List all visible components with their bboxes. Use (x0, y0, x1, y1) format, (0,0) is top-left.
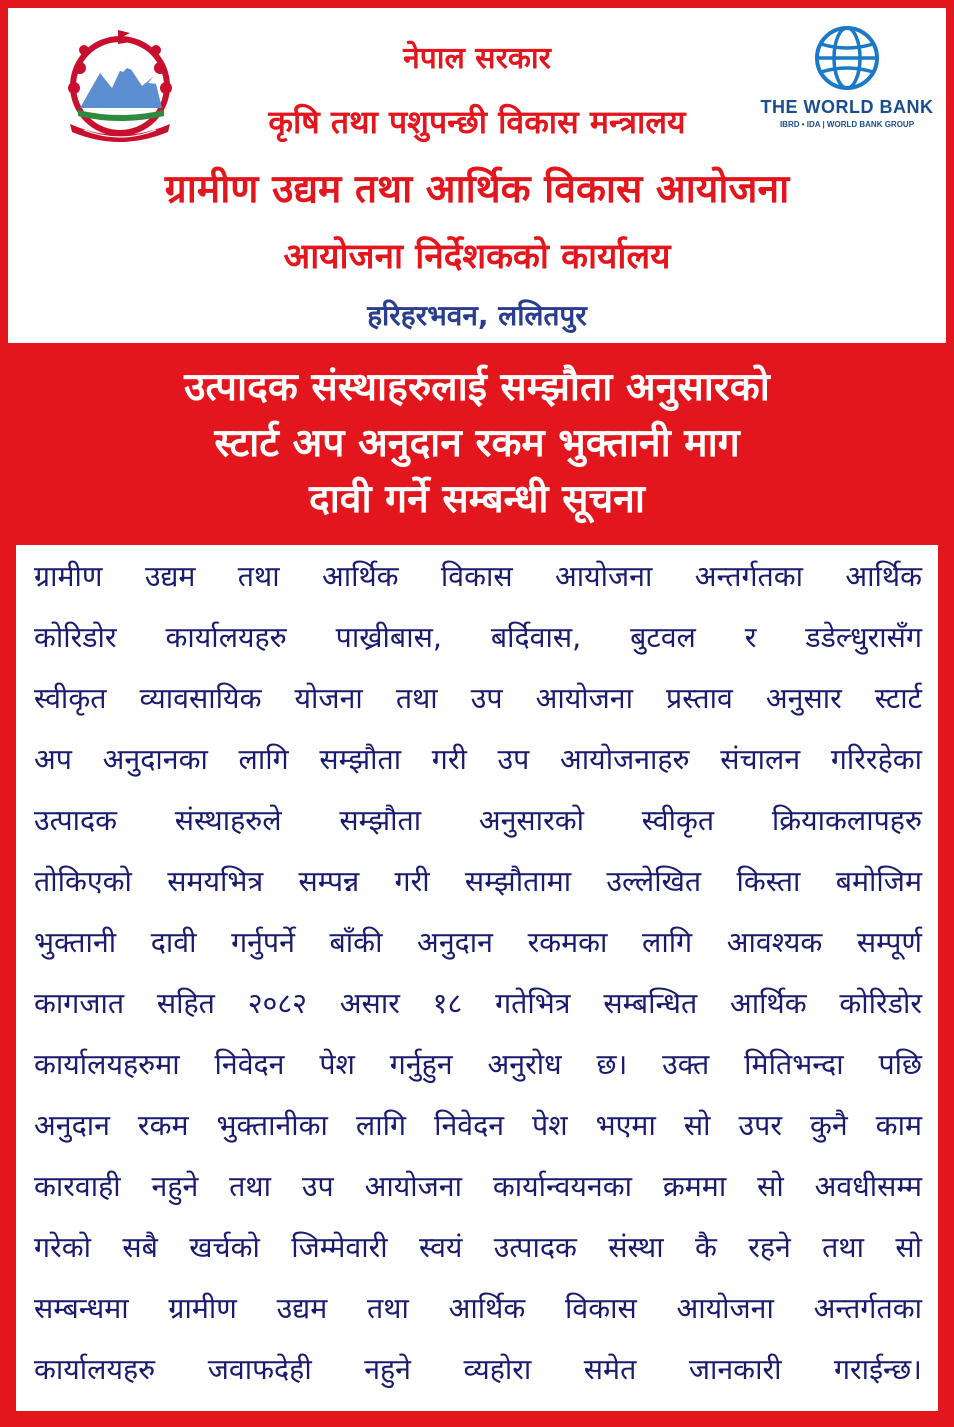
body-line: कागजात सहित २०८२ असार १८ गतेभित्र सम्बन्धित आर्थिक कोरिडोर (34, 987, 922, 1020)
notice-title-line: उत्पादक संस्थाहरुलाई सम्झौता अनुसारको (184, 365, 770, 410)
government-title: नेपाल सरकार (403, 41, 551, 76)
body-line: तोकिएको समयभित्र सम्पन्न गरी सम्झौतामा उल्लेखित किस्ता बमोजिम (34, 865, 922, 898)
body-line: गरेको सबै खर्चको जिम्मेवारी स्वयं उत्पादक संस्था कै रहने तथा सो (34, 1231, 922, 1264)
project-title: ग्रामीण उद्यम तथा आर्थिक विकास आयोजना (164, 167, 790, 212)
body-line: कारवाही नहुने तथा उप आयोजना कार्यान्वयनका क्रममा सो अवधीसम्म (34, 1170, 922, 1203)
notice-frame (8, 8, 946, 1419)
body-line: कार्यालयहरुमा निवेदन पेश गर्नुहुन अनुरोध छ। उक्त मितिभन्दा पछि (34, 1048, 922, 1081)
body-line: उत्पादक संस्थाहरुले सम्झौता अनुसारको स्वीकृत क्रियाकलापहरु (34, 804, 922, 837)
body-line: भुक्तानी दावी गर्नुपर्ने बाँकी अनुदान रकमका लागि आवश्यक सम्पूर्ण (34, 926, 922, 959)
office-title: आयोजना निर्देशकको कार्यालय (283, 237, 671, 277)
worldbank-name: THE WORLD BANK (760, 97, 934, 117)
office-address: हरिहरभवन, ललितपुर (367, 299, 587, 332)
worldbank-subtitle: IBRD • IDA | WORLD BANK GROUP (779, 120, 915, 129)
notice-title-line: स्टार्ट अप अनुदान रकम भुक्तानी माग (214, 421, 740, 466)
notice-title-line: दावी गर्ने सम्बन्धी सूचना (308, 477, 645, 522)
body-line: सम्बन्धमा ग्रामीण उद्यम तथा आर्थिक विकास आयोजना अन्तर्गतका (34, 1292, 922, 1325)
ministry-title: कृषि तथा पशुपन्छी विकास मन्त्रालय (268, 103, 686, 141)
body-line: स्वीकृत व्यावसायिक योजना तथा उप आयोजना प्रस्ताव अनुसार स्टार्ट (34, 682, 922, 715)
body-line: अप अनुदानका लागि सम्झौता गरी उप आयोजनाहरु संचालन गरिरहेका (34, 743, 922, 776)
body-line: कोरिडोर कार्यालयहरु पाख्रीबास, बर्दिवास, बुटवल र डडेल्धुरासँग (34, 621, 922, 654)
header (8, 8, 946, 343)
body-line: अनुदान रकम भुक्तानीका लागि निवेदन पेश भएमा सो उपर कुनै काम (34, 1109, 922, 1142)
body-line: ग्रामीण उद्यम तथा आर्थिक विकास आयोजना अन्तर्गतका आर्थिक (34, 560, 922, 593)
notice-title-banner (8, 353, 946, 535)
notice-body (16, 545, 938, 1411)
body-line: कार्यालयहरु जवाफदेही नहुने व्यहोरा समेत जानकारी गराईन्छ। (34, 1353, 922, 1386)
